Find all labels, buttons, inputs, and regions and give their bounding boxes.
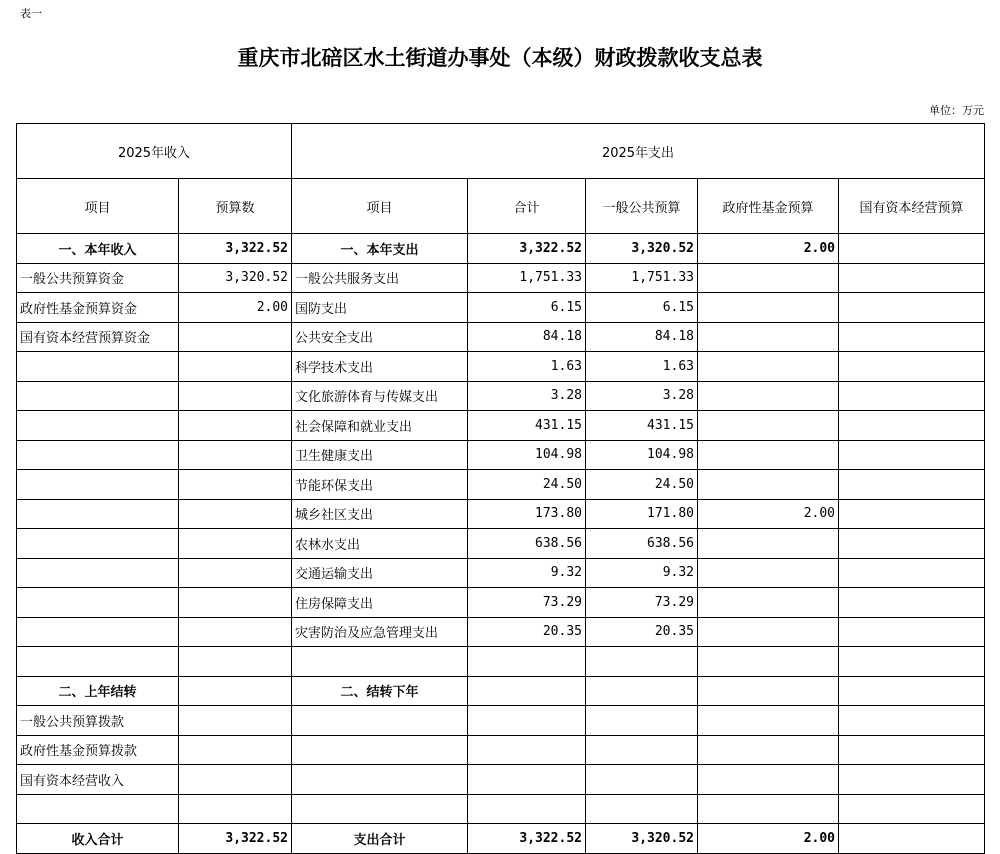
- expense-gov-fund-cell: [698, 263, 839, 293]
- expense-state-capital-cell: [839, 234, 985, 264]
- expense-gov-fund-cell: [698, 676, 839, 706]
- expense-general-cell: 3.28: [586, 381, 698, 411]
- expense-general-cell: [586, 794, 698, 824]
- expense-item-cell: [292, 735, 468, 765]
- table-row: [17, 499, 985, 529]
- expense-gov-fund-cell: [698, 588, 839, 618]
- expense-total-cell: 3.28: [468, 381, 586, 411]
- income-value-cell: [179, 558, 292, 588]
- expense-total-header: 合计: [468, 179, 586, 234]
- expense-total-cell: [468, 676, 586, 706]
- income-value-cell: [179, 588, 292, 618]
- expense-gov-fund-cell: [698, 706, 839, 736]
- expense-item-cell: 一、本年支出: [292, 234, 468, 264]
- expense-total-cell: 3,322.52: [468, 234, 586, 264]
- income-value-cell: [179, 765, 292, 795]
- income-value-cell: [179, 322, 292, 352]
- expense-total-cell: 638.56: [468, 529, 586, 559]
- expense-state-capital-cell: [839, 735, 985, 765]
- income-value-cell: [179, 735, 292, 765]
- income-item-cell: [17, 529, 179, 559]
- expense-general-cell: 9.32: [586, 558, 698, 588]
- expense-item-cell: 农林水支出: [292, 529, 468, 559]
- expense-total-cell: 104.98: [468, 440, 586, 470]
- expense-item-header: 项目: [292, 179, 468, 234]
- income-value-cell: [179, 676, 292, 706]
- expense-total-cell: 1.63: [468, 352, 586, 382]
- expense-total-cell: 6.15: [468, 293, 586, 323]
- expense-total-cell: 73.29: [468, 588, 586, 618]
- expense-state-capital-cell: [839, 529, 985, 559]
- expense-item-cell: 社会保障和就业支出: [292, 411, 468, 441]
- expense-state-capital-cell: [839, 263, 985, 293]
- expense-total-cell: 84.18: [468, 322, 586, 352]
- expense-gov-fund-cell: 2.00: [698, 234, 839, 264]
- income-item-cell: [17, 794, 179, 824]
- expense-gov-fund-header: 政府性基金预算: [698, 179, 839, 234]
- expense-state-capital-cell: [839, 440, 985, 470]
- expense-state-capital-cell: [839, 617, 985, 647]
- expense-total-cell: 24.50: [468, 470, 586, 500]
- table-row: [17, 411, 985, 441]
- table-row: [17, 735, 985, 765]
- income-item-cell: 国有资本经营收入: [17, 765, 179, 795]
- income-value-cell: [179, 647, 292, 677]
- expense-item-cell: 城乡社区支出: [292, 499, 468, 529]
- income-item-cell: [17, 499, 179, 529]
- income-value-cell: 3,322.52: [179, 234, 292, 264]
- expense-total-cell: 1,751.33: [468, 263, 586, 293]
- table-row: [17, 794, 985, 824]
- expense-total-cell: 9.32: [468, 558, 586, 588]
- expense-gov-fund-cell: [698, 558, 839, 588]
- expense-state-capital-cell: [839, 824, 985, 854]
- expense-state-capital-cell: [839, 676, 985, 706]
- expense-general-cell: [586, 765, 698, 795]
- income-value-cell: [179, 499, 292, 529]
- expense-gov-fund-cell: [698, 794, 839, 824]
- income-value-cell: [179, 470, 292, 500]
- expense-general-cell: 638.56: [586, 529, 698, 559]
- income-item-cell: 政府性基金预算资金: [17, 293, 179, 323]
- income-item-cell: 收入合计: [17, 824, 179, 854]
- expense-item-cell: 公共安全支出: [292, 322, 468, 352]
- expense-group-header: 2025年支出: [292, 124, 985, 179]
- expense-state-capital-cell: [839, 381, 985, 411]
- expense-general-cell: 20.35: [586, 617, 698, 647]
- table-row: [17, 381, 985, 411]
- expense-general-cell: 104.98: [586, 440, 698, 470]
- unit-label: 单位：万元: [929, 104, 984, 117]
- expense-gov-fund-cell: [698, 647, 839, 677]
- table-row: [17, 322, 985, 352]
- expense-gov-fund-cell: [698, 765, 839, 795]
- expense-general-cell: 6.15: [586, 293, 698, 323]
- expense-state-capital-cell: [839, 293, 985, 323]
- income-item-cell: [17, 381, 179, 411]
- header-row-groups: [17, 124, 985, 179]
- income-item-cell: [17, 617, 179, 647]
- expense-general-cell: 431.15: [586, 411, 698, 441]
- expense-item-cell: [292, 765, 468, 795]
- expense-total-cell: 173.80: [468, 499, 586, 529]
- expense-gov-fund-cell: [698, 322, 839, 352]
- expense-item-cell: 文化旅游体育与传媒支出: [292, 381, 468, 411]
- table-row: [17, 234, 985, 264]
- expense-gov-fund-cell: [698, 411, 839, 441]
- table-row: [17, 765, 985, 795]
- income-item-cell: [17, 440, 179, 470]
- expense-state-capital-cell: [839, 558, 985, 588]
- expense-general-header: 一般公共预算: [586, 179, 698, 234]
- expense-item-cell: 卫生健康支出: [292, 440, 468, 470]
- expense-state-capital-cell: [839, 352, 985, 382]
- income-value-cell: [179, 706, 292, 736]
- expense-item-cell: 交通运输支出: [292, 558, 468, 588]
- income-value-cell: 3,322.52: [179, 824, 292, 854]
- income-value-cell: [179, 411, 292, 441]
- table-row: [17, 293, 985, 323]
- income-item-cell: 一、本年收入: [17, 234, 179, 264]
- page-title: 重庆市北碚区水土街道办事处（本级）财政拨款收支总表: [237, 45, 763, 70]
- income-item-cell: 国有资本经营预算资金: [17, 322, 179, 352]
- income-item-cell: 二、上年结转: [17, 676, 179, 706]
- expense-general-cell: 1,751.33: [586, 263, 698, 293]
- income-value-cell: [179, 440, 292, 470]
- income-value-cell: [179, 529, 292, 559]
- expense-item-cell: [292, 794, 468, 824]
- expense-general-cell: [586, 676, 698, 706]
- table-row: [17, 588, 985, 618]
- table-number-label: 表一: [20, 7, 42, 20]
- expense-total-cell: [468, 765, 586, 795]
- expense-state-capital-cell: [839, 794, 985, 824]
- expense-gov-fund-cell: [698, 617, 839, 647]
- expense-general-cell: 84.18: [586, 322, 698, 352]
- income-value-cell: [179, 617, 292, 647]
- income-group-header: 2025年收入: [17, 124, 292, 179]
- income-item-cell: 政府性基金预算拨款: [17, 735, 179, 765]
- expense-item-cell: 一般公共服务支出: [292, 263, 468, 293]
- expense-state-capital-cell: [839, 647, 985, 677]
- table-row: [17, 706, 985, 736]
- income-value-cell: [179, 381, 292, 411]
- income-value-cell: 3,320.52: [179, 263, 292, 293]
- expense-item-cell: 节能环保支出: [292, 470, 468, 500]
- table-row: [17, 558, 985, 588]
- table-row: [17, 470, 985, 500]
- expense-gov-fund-cell: [698, 529, 839, 559]
- expense-gov-fund-cell: [698, 470, 839, 500]
- income-item-cell: [17, 411, 179, 441]
- expense-item-cell: 国防支出: [292, 293, 468, 323]
- table-row: [17, 647, 985, 677]
- table-row: [17, 352, 985, 382]
- expense-gov-fund-cell: 2.00: [698, 824, 839, 854]
- table-row: [17, 529, 985, 559]
- expense-state-capital-cell: [839, 470, 985, 500]
- income-item-cell: 一般公共预算拨款: [17, 706, 179, 736]
- expense-gov-fund-cell: [698, 352, 839, 382]
- expense-state-capital-cell: [839, 588, 985, 618]
- expense-general-cell: 73.29: [586, 588, 698, 618]
- expense-general-cell: [586, 735, 698, 765]
- expense-item-cell: 支出合计: [292, 824, 468, 854]
- expense-general-cell: 3,320.52: [586, 824, 698, 854]
- table-row: [17, 440, 985, 470]
- expense-total-cell: 3,322.52: [468, 824, 586, 854]
- expense-state-capital-cell: [839, 765, 985, 795]
- expense-item-cell: [292, 706, 468, 736]
- income-value-cell: [179, 794, 292, 824]
- expense-state-capital-cell: [839, 411, 985, 441]
- income-value-cell: 2.00: [179, 293, 292, 323]
- expense-general-cell: [586, 647, 698, 677]
- expense-total-cell: [468, 794, 586, 824]
- expense-gov-fund-cell: [698, 293, 839, 323]
- expense-gov-fund-cell: [698, 381, 839, 411]
- income-value-cell: [179, 352, 292, 382]
- expense-gov-fund-cell: 2.00: [698, 499, 839, 529]
- income-item-cell: [17, 558, 179, 588]
- expense-total-cell: [468, 706, 586, 736]
- expense-gov-fund-cell: [698, 440, 839, 470]
- expense-total-cell: [468, 735, 586, 765]
- expense-general-cell: [586, 706, 698, 736]
- expense-general-cell: 1.63: [586, 352, 698, 382]
- table-row: [17, 676, 985, 706]
- header-row-columns: [17, 179, 985, 234]
- expense-total-cell: 20.35: [468, 617, 586, 647]
- expense-state-capital-cell: [839, 499, 985, 529]
- table-row: [17, 617, 985, 647]
- income-item-cell: [17, 470, 179, 500]
- expense-total-cell: [468, 647, 586, 677]
- budget-summary-table: [16, 123, 985, 854]
- table-row: [17, 824, 985, 854]
- expense-total-cell: 431.15: [468, 411, 586, 441]
- expense-gov-fund-cell: [698, 735, 839, 765]
- expense-item-cell: 二、结转下年: [292, 676, 468, 706]
- income-item-cell: [17, 647, 179, 677]
- income-budget-header: 预算数: [179, 179, 292, 234]
- income-item-header: 项目: [17, 179, 179, 234]
- income-item-cell: 一般公共预算资金: [17, 263, 179, 293]
- income-item-cell: [17, 588, 179, 618]
- table-row: [17, 263, 985, 293]
- expense-state-capital-header: 国有资本经营预算: [839, 179, 985, 234]
- expense-general-cell: 3,320.52: [586, 234, 698, 264]
- expense-general-cell: 171.80: [586, 499, 698, 529]
- expense-state-capital-cell: [839, 706, 985, 736]
- expense-general-cell: 24.50: [586, 470, 698, 500]
- expense-state-capital-cell: [839, 322, 985, 352]
- income-item-cell: [17, 352, 179, 382]
- expense-item-cell: [292, 647, 468, 677]
- expense-item-cell: 住房保障支出: [292, 588, 468, 618]
- expense-item-cell: 灾害防治及应急管理支出: [292, 617, 468, 647]
- expense-item-cell: 科学技术支出: [292, 352, 468, 382]
